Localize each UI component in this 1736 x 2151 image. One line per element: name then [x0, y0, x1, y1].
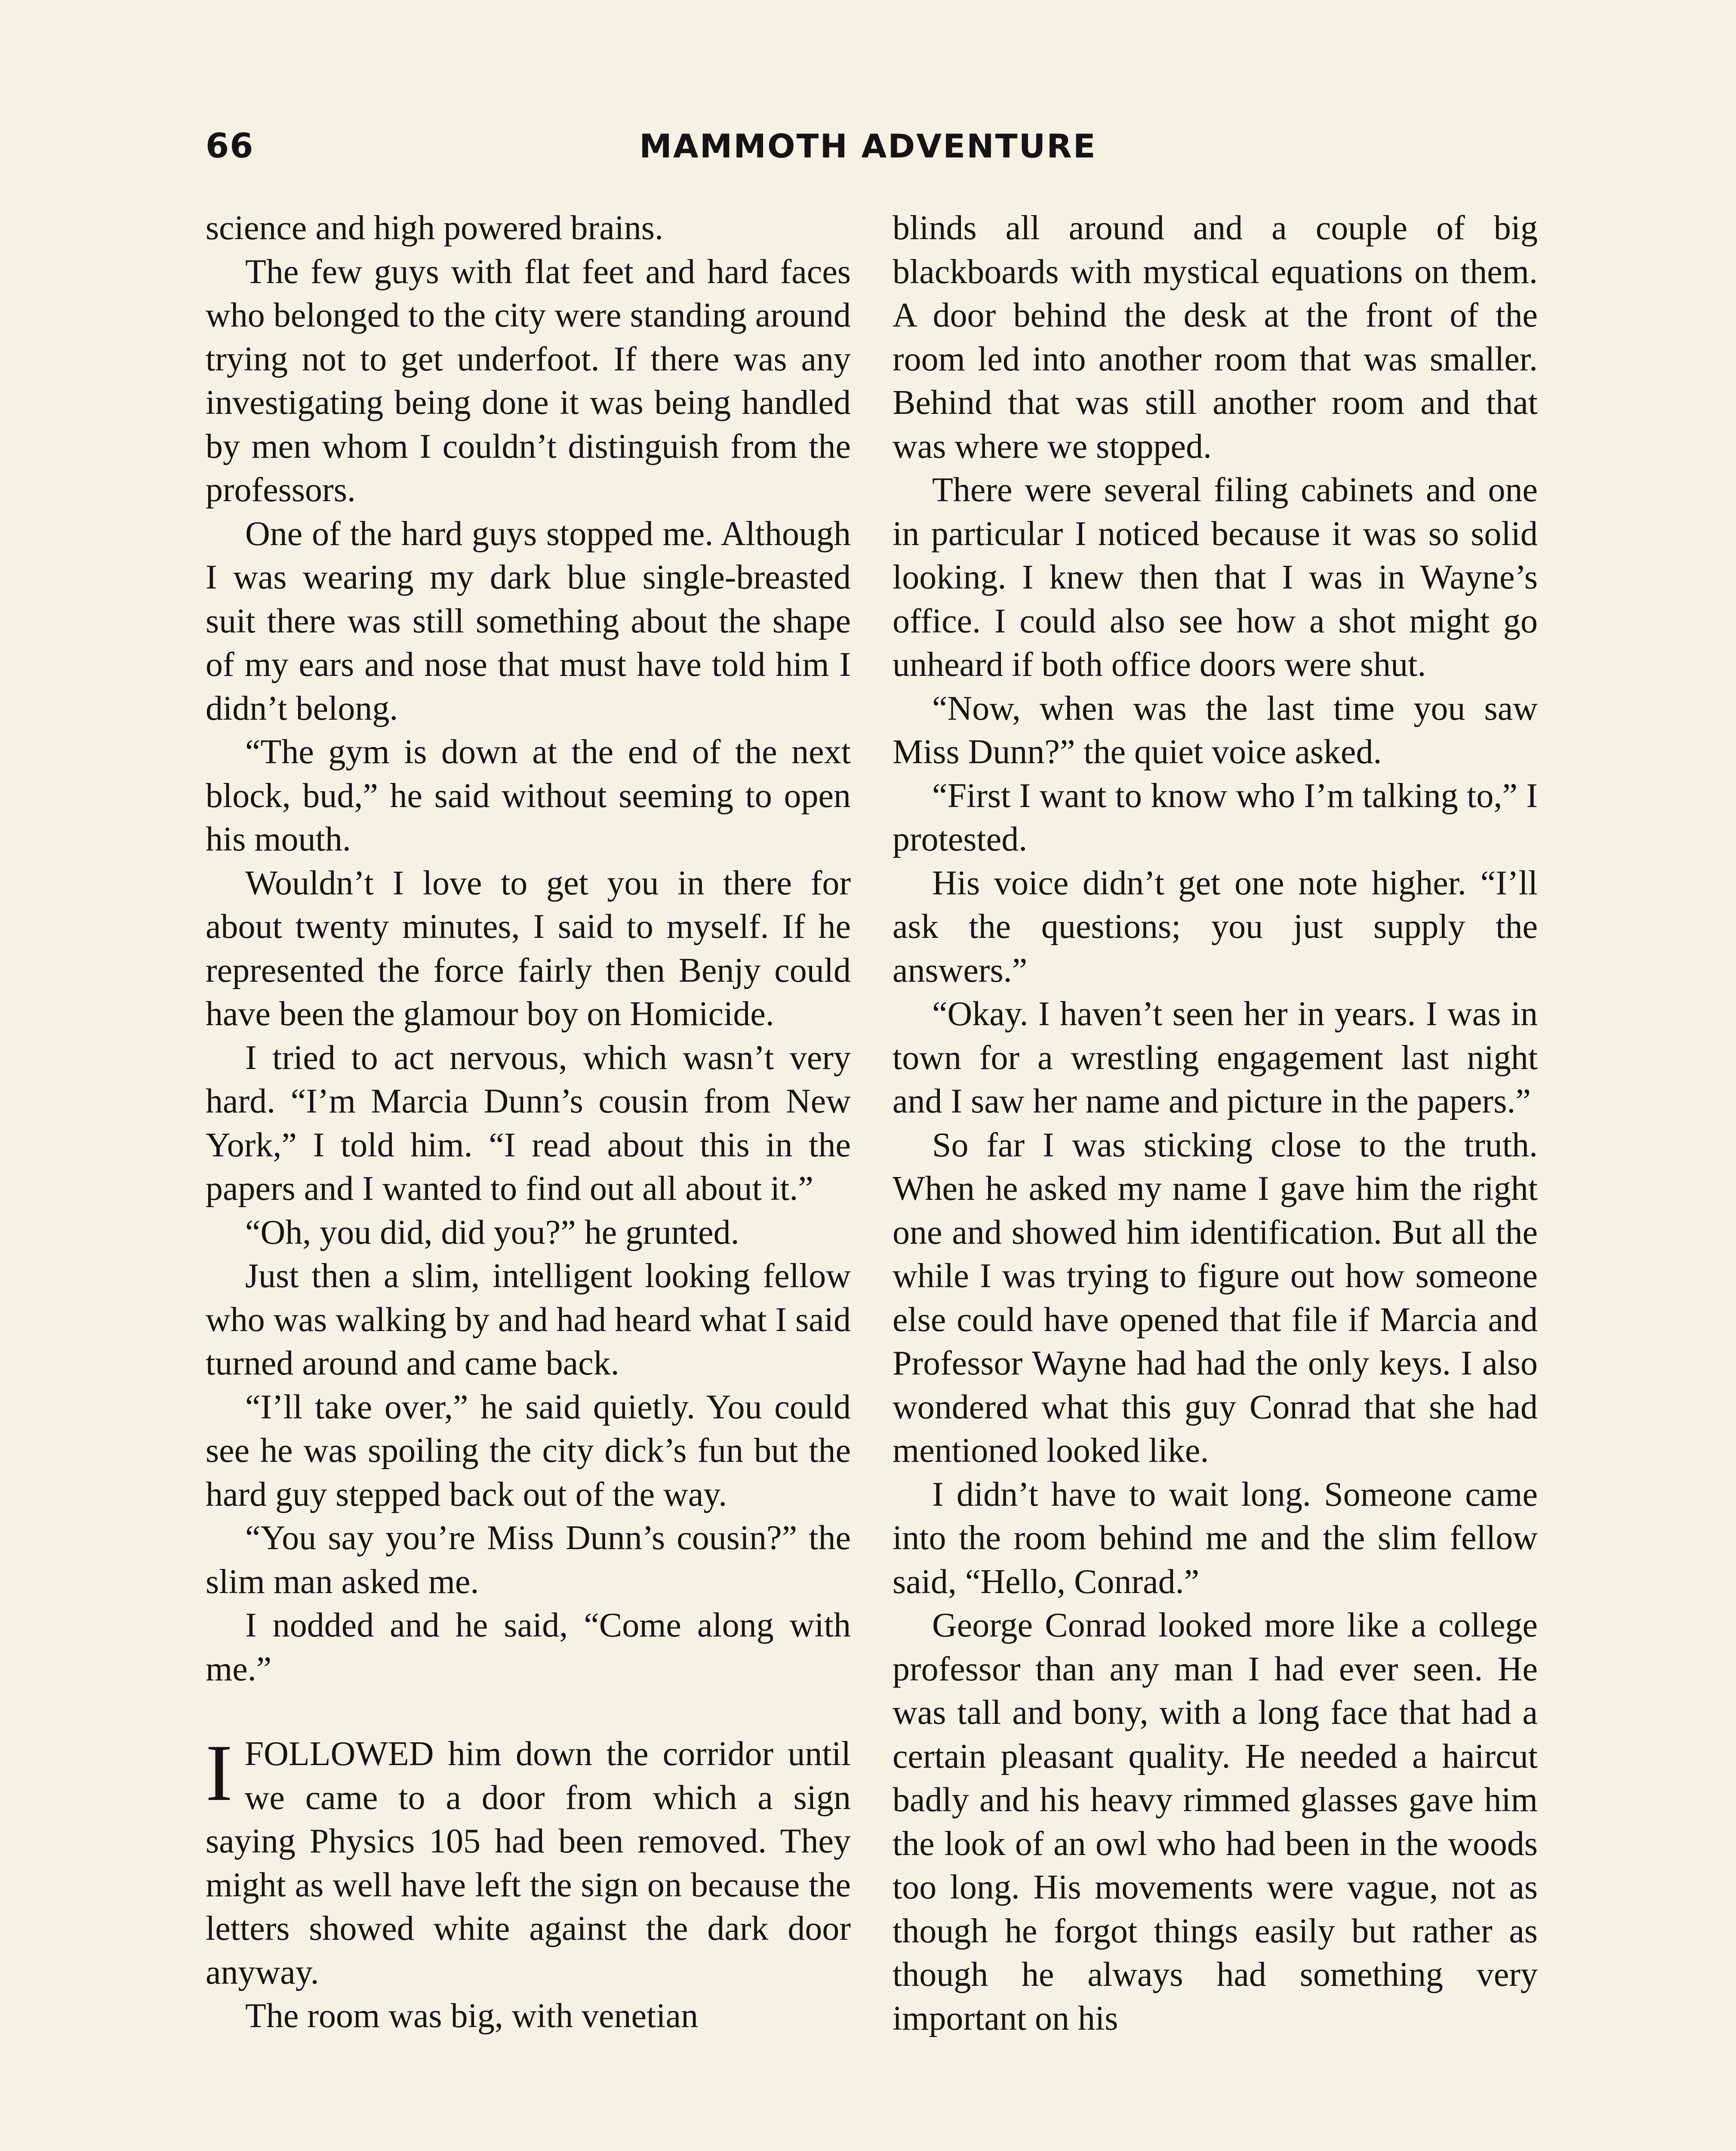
- paragraph: “You say you’re Miss Dunn’s cousin?” the slim man asked me.: [206, 1519, 851, 1601]
- paragraph: Wouldn’t I love to get you in there for about twenty minutes, I said to myself. If he represented the force fairly then Benjy could have been the glamour boy on Homicide.: [206, 864, 851, 1033]
- paragraph: “Okay. I haven’t seen her in years. I was in town for a wrestling engagement last night and I saw her name and picture in the papers.”: [893, 995, 1538, 1120]
- paragraph: I tried to act nervous, which wasn’t very hard. “I’m Marcia Dunn’s cousin from New York,” I told him. “I read about this in the papers and I wanted to find out all about it.”: [206, 1039, 851, 1208]
- paragraph: “The gym is down at the end of the next block, bud,” he said without seeming to open his mouth.: [206, 733, 851, 858]
- paragraph: Just then a slim, intelligent looking fellow who was walking by and had heard what I said turned around and came back.: [206, 1257, 851, 1382]
- paragraph: There were several filing cabinets and one in particular I noticed because it was so solid looking. I knew then that I was in Wayne’s office. I could also see how a shot might go unheard if both office doors were shut.: [893, 471, 1538, 684]
- paragraph: “Oh, you did, did you?” he grunted.: [245, 1213, 739, 1251]
- paragraph: George Conrad looked more like a college professor than any man I had ever seen. He was tall and bony, with a long face that had a certain pleasant quality. He needed a haircut badly and his heavy rimmed glasses gave him the look of an owl who had been in the woods too long. His movements were vague, not as though he forgot things easily but rather as though he always had something very important on his: [893, 1606, 1538, 2037]
- paragraph: I didn’t have to wait long. Someone came into the room behind me and the slim fellow said, “Hello, Conrad.”: [893, 1475, 1538, 1601]
- paragraph: The few guys with flat feet and hard faces who belonged to the city were standing around trying not to get underfoot. If there was any investigating being done it was being handled by men whom I couldn’t distinguish from the professors.: [206, 253, 851, 509]
- paragraph: His voice didn’t get one note higher. “I’ll ask the questions; you just supply the answers.”: [893, 864, 1538, 989]
- running-title: MAMMOTH ADVENTURE: [639, 127, 1097, 165]
- page-header: [206, 127, 1530, 179]
- paragraph: One of the hard guys stopped me. Although I was wearing my dark blue single-breasted suit there was still something about the shape of my ears and nose that must have told him I didn’t belong.: [206, 515, 851, 727]
- paragraph: “First I want to know who I’m talking to,” I protested.: [893, 777, 1538, 858]
- paragraph: science and high powered brains.: [206, 209, 664, 247]
- left-column: [206, 206, 851, 2038]
- paragraph: I nodded and he said, “Come along with me.”: [206, 1606, 851, 1688]
- page-number: 66: [206, 127, 254, 166]
- right-column: [893, 206, 1538, 2040]
- paragraph: blinds all around and a couple of big blackboards with mystical equations on them. A door behind the desk at the front of the room led into another room that was smaller. Behind that was still another room and that was where we stopped.: [893, 209, 1538, 465]
- paragraph: The room was big, with venetian: [245, 1997, 699, 2035]
- paragraph-text: FOLLOWED him down the corridor until we came to a door from which a sign saying Physics 105 had been removed. They might as well have left the sign on because the letters showed white against the dark door anyway.: [206, 1735, 851, 1991]
- section-opening-paragraph: [206, 1728, 851, 1994]
- paragraph: So far I was sticking close to the truth. When he asked my name I gave him the right one and showed him identification. But all the while I was trying to figure out how someone else could have opened that file if Marcia and Professor Wayne had had the only keys. I also wondered what this guy Conrad that she had mentioned looked like.: [893, 1126, 1538, 1470]
- paragraph: “Now, when was the last time you saw Miss Dunn?” the quiet voice asked.: [893, 689, 1538, 771]
- drop-cap: I: [206, 1728, 233, 1818]
- paragraph: “I’ll take over,” he said quietly. You could see he was spoiling the city dick’s fun but the hard guy stepped back out of the way.: [206, 1388, 851, 1513]
